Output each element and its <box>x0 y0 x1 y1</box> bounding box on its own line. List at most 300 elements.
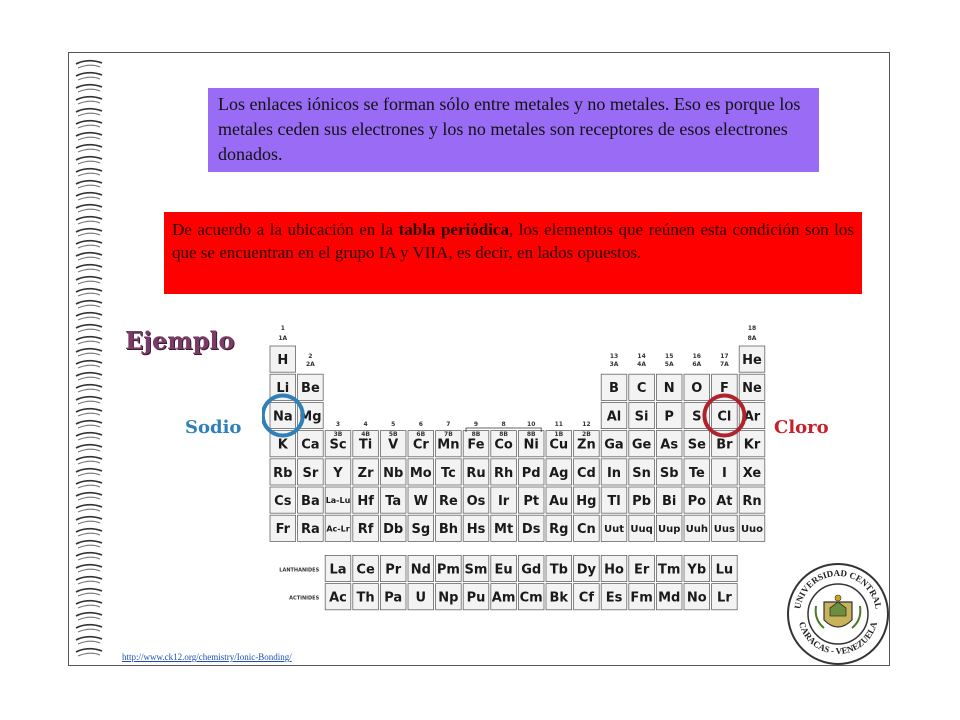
element-symbol: Ra <box>301 522 320 538</box>
element-symbol: In <box>606 465 622 481</box>
element-symbol: Hg <box>576 494 597 510</box>
element-tc <box>436 459 462 485</box>
element-si <box>629 402 655 428</box>
element-symbol: Sc <box>329 437 347 453</box>
element-symbol: Cs <box>274 494 292 510</box>
spiral-ring <box>76 73 102 80</box>
element-fm <box>629 584 655 610</box>
element-pm <box>436 555 462 581</box>
element-sr <box>298 459 324 485</box>
group-label-2a: 2A <box>305 361 315 368</box>
element-u <box>408 584 434 610</box>
element-ac-lr <box>325 515 351 541</box>
element-symbol: Rh <box>493 465 514 481</box>
element-symbol: Cd <box>576 465 596 481</box>
element-symbol: Ac <box>329 590 347 606</box>
group-number-5: 6 <box>418 421 423 428</box>
element-symbol: Ca <box>301 437 320 453</box>
element-xe <box>739 459 765 485</box>
spiral-ring <box>76 613 102 620</box>
element-symbol: Ni <box>523 437 539 453</box>
element-symbol: La <box>329 562 347 578</box>
element-ag <box>546 459 572 485</box>
element-symbol: Uus <box>713 524 736 536</box>
element-symbol: Sb <box>659 465 679 481</box>
element-ta <box>380 487 406 513</box>
periodic-location-box <box>164 212 862 294</box>
element-np <box>436 584 462 610</box>
group-number-14: 15 <box>665 353 674 360</box>
element-ac <box>325 584 351 610</box>
element-symbol: Nb <box>383 465 404 481</box>
element-os <box>463 487 489 513</box>
spiral-ring <box>76 301 102 308</box>
element-symbol: Pt <box>523 494 540 510</box>
element-au <box>546 487 572 513</box>
spiral-ring <box>76 601 102 608</box>
element-mt <box>491 515 517 541</box>
element-zr <box>353 459 379 485</box>
element-o <box>684 374 710 400</box>
element-symbol: Mt <box>494 522 514 538</box>
element-p <box>656 402 682 428</box>
element-symbol: Zn <box>577 437 596 453</box>
element-symbol: Pr <box>385 562 402 578</box>
element-nb <box>380 459 406 485</box>
element-symbol: Tb <box>549 562 568 578</box>
spiral-ring <box>76 505 102 512</box>
element-nd <box>408 555 434 581</box>
element-symbol: Ho <box>604 562 624 578</box>
element-symbol: Pb <box>632 494 652 510</box>
spiral-ring <box>76 421 102 428</box>
element-h <box>270 346 296 372</box>
element-al <box>601 402 627 428</box>
element-as <box>656 431 682 457</box>
element-lr <box>712 584 738 610</box>
group-number-15: 16 <box>692 353 701 360</box>
element-symbol: Uuq <box>630 524 653 536</box>
element-symbol: Th <box>356 590 375 606</box>
spiral-ring <box>76 121 102 128</box>
element-ba <box>298 487 324 513</box>
group-label-11: 2B <box>582 431 591 438</box>
element-symbol: W <box>413 494 428 510</box>
element-symbol: Bi <box>662 494 677 510</box>
element-symbol: Tl <box>607 494 621 510</box>
element-symbol: Mn <box>437 437 460 453</box>
spiral-ring <box>76 589 102 596</box>
element-be <box>298 374 324 400</box>
element-symbol: Cl <box>717 409 732 425</box>
element-symbol: Db <box>383 522 404 538</box>
element-symbol: Si <box>634 409 649 425</box>
element-symbol: Se <box>687 437 706 453</box>
element-la-lu <box>325 487 351 513</box>
element-th <box>353 584 379 610</box>
element-symbol: Rb <box>273 465 293 481</box>
element-ir <box>491 487 517 513</box>
spiral-ring <box>76 193 102 200</box>
element-symbol: Ds <box>521 522 541 538</box>
element-symbol: Al <box>606 409 622 425</box>
element-symbol: Ta <box>385 494 402 510</box>
element-symbol: Lu <box>715 562 734 578</box>
element-symbol: Ce <box>356 562 375 578</box>
ionic-bond-definition-box <box>208 88 819 172</box>
element-eu <box>491 555 517 581</box>
element-in <box>601 459 627 485</box>
element-symbol: Md <box>658 590 681 606</box>
spiral-ring <box>76 325 102 332</box>
ionic-bond-definition-text: Los enlaces iónicos se forman sólo entre metales y no metales. Eso es porque los metales ceden sus electrones y los no metales son receptores de esos electrones donados. <box>218 94 801 164</box>
spiral-ring <box>76 493 102 500</box>
spiral-ring <box>76 577 102 584</box>
element-b <box>601 374 627 400</box>
element-symbol: Ga <box>604 437 624 453</box>
element-symbol: Sm <box>464 562 488 578</box>
element-symbol: Ag <box>549 465 569 481</box>
periodic-table-emphasis: tabla periódica <box>398 220 509 239</box>
spiral-ring <box>76 229 102 236</box>
element-symbol: Y <box>333 465 343 481</box>
spiral-ring <box>76 205 102 212</box>
element-cf <box>574 584 600 610</box>
element-symbol: Tm <box>657 562 681 578</box>
element-sg <box>408 515 434 541</box>
element-sn <box>629 459 655 485</box>
element-symbol: Uut <box>603 524 625 536</box>
group-number-13: 14 <box>637 353 646 360</box>
lanthanides-label: LANTHANIDES <box>279 567 320 574</box>
element-symbol: V <box>388 437 399 453</box>
group-label-16: 7A <box>719 361 729 368</box>
group-number-3: 4 <box>363 421 368 428</box>
spiral-ring <box>76 61 102 68</box>
element-symbol: Xe <box>742 465 762 481</box>
element-uup <box>656 515 682 541</box>
element-symbol: N <box>663 381 675 397</box>
element-tm <box>656 555 682 581</box>
spiral-ring <box>76 169 102 176</box>
element-symbol: Er <box>633 562 650 578</box>
group-number-2: 3 <box>335 421 341 428</box>
spiral-ring <box>76 373 102 380</box>
element-bi <box>656 487 682 513</box>
element-n <box>656 374 682 400</box>
element-po <box>684 487 710 513</box>
element-symbol: Ru <box>466 465 486 481</box>
element-symbol: Li <box>276 381 290 397</box>
example-heading: Ejemplo <box>125 326 235 355</box>
group-label-4: 5B <box>388 431 398 438</box>
spiral-ring <box>76 565 102 572</box>
element-no <box>684 584 710 610</box>
element-symbol: P <box>664 409 674 425</box>
group-number-12: 13 <box>609 353 619 360</box>
element-symbol: Rf <box>357 522 374 538</box>
spiral-ring <box>76 361 102 368</box>
element-symbol: Bk <box>549 590 569 606</box>
element-symbol: Ne <box>742 381 762 397</box>
element-symbol: Co <box>494 437 513 453</box>
periodic-location-text-start: De acuerdo a la ubicación en la <box>172 220 399 239</box>
element-ga <box>601 431 627 457</box>
element-na <box>270 402 296 428</box>
group-label-1a: 1A <box>278 335 288 342</box>
element-symbol: Lr <box>717 590 732 606</box>
element-dy <box>574 555 600 581</box>
spiral-ring <box>76 289 102 296</box>
seal-bottom-text: CARACAS - VENEZUELA <box>796 620 880 657</box>
element-symbol: Cr <box>412 437 429 453</box>
element-symbol: Gd <box>521 562 542 578</box>
element-symbol: Am <box>491 590 516 606</box>
element-symbol: Fe <box>467 437 485 453</box>
element-symbol: Cf <box>578 590 595 606</box>
element-ce <box>353 555 379 581</box>
element-md <box>656 584 682 610</box>
element-symbol: Rn <box>742 494 762 510</box>
element-es <box>601 584 627 610</box>
spiral-ring <box>76 133 102 140</box>
element-symbol: Sn <box>632 465 651 481</box>
element-er <box>629 555 655 581</box>
spiral-ring <box>76 157 102 164</box>
element-symbol: C <box>636 381 647 397</box>
source-link[interactable]: http://www.ck12.org/chemistry/Ionic-Bonding/ <box>122 652 292 662</box>
group-number-9: 10 <box>527 421 536 428</box>
element-symbol: S <box>692 409 702 425</box>
element-symbol: Uup <box>657 524 681 536</box>
element-symbol: Zr <box>357 465 374 481</box>
element-symbol: Mg <box>299 409 322 425</box>
group-number-16: 17 <box>720 353 729 360</box>
group-label-8: 8B <box>499 431 508 438</box>
element-symbol: Bh <box>438 522 458 538</box>
element-ne <box>739 374 765 400</box>
element-pa <box>380 584 406 610</box>
element-uuh <box>684 515 710 541</box>
spiral-ring <box>76 469 102 476</box>
element-symbol: Au <box>549 494 569 510</box>
element-fr <box>270 515 296 541</box>
element-symbol: Cn <box>577 522 596 538</box>
element-symbol: Pd <box>521 465 541 481</box>
spiral-ring <box>76 433 102 440</box>
element-symbol: B <box>609 381 619 397</box>
spiral-ring <box>76 517 102 524</box>
element-tb <box>546 555 572 581</box>
element-cd <box>574 459 600 485</box>
group-label-2: 3B <box>333 431 343 438</box>
element-at <box>712 487 738 513</box>
spiral-ring <box>76 649 102 656</box>
spiral-ring <box>76 217 102 224</box>
element-ca <box>298 431 324 457</box>
seal-top-text: UNIVERSIDAD CENTRAL <box>792 567 884 610</box>
element-pr <box>380 555 406 581</box>
spiral-ring <box>76 385 102 392</box>
spiral-ring <box>76 241 102 248</box>
group-label-8a: 8A <box>747 335 757 342</box>
element-symbol: Ac-Lr <box>326 524 350 534</box>
element-ru <box>463 459 489 485</box>
group-number-8: 8 <box>501 421 506 428</box>
element-symbol: Es <box>605 590 623 606</box>
element-symbol: Te <box>688 465 705 481</box>
spiral-ring <box>76 445 102 452</box>
element-gd <box>518 555 544 581</box>
element-symbol: Os <box>466 494 486 510</box>
element-symbol: Np <box>438 590 459 606</box>
element-te <box>684 459 710 485</box>
element-symbol: Ba <box>301 494 320 510</box>
group-label-9: 8B <box>526 431 536 438</box>
element-symbol: Br <box>716 437 733 453</box>
group-label-15: 6A <box>692 361 702 368</box>
element-symbol: He <box>742 353 762 369</box>
element-symbol: Uuo <box>740 524 764 536</box>
element-symbol: La-Lu <box>325 496 351 506</box>
element-symbol: Pu <box>466 590 486 606</box>
element-hf <box>353 487 379 513</box>
element-symbol: Sr <box>302 465 319 481</box>
element-bh <box>436 515 462 541</box>
element-re <box>436 487 462 513</box>
element-symbol: At <box>716 494 733 510</box>
group-number-11: 12 <box>582 421 591 428</box>
element-kr <box>739 431 765 457</box>
element-ho <box>601 555 627 581</box>
element-rg <box>546 515 572 541</box>
element-symbol: Pm <box>436 562 460 578</box>
group-label-10: 1B <box>554 431 564 438</box>
element-symbol: Kr <box>743 437 761 453</box>
element-symbol: Fr <box>275 522 291 538</box>
element-pt <box>518 487 544 513</box>
element-symbol: O <box>691 381 703 397</box>
element-symbol: U <box>415 590 427 606</box>
element-symbol: Tc <box>440 465 456 481</box>
element-uuq <box>629 515 655 541</box>
element-symbol: Mo <box>409 465 432 481</box>
group-number-7: 9 <box>473 421 479 428</box>
university-seal <box>786 562 890 666</box>
spiral-ring <box>76 457 102 464</box>
element-bk <box>546 584 572 610</box>
element-symbol: Re <box>438 494 458 510</box>
element-uus <box>712 515 738 541</box>
element-symbol: Eu <box>494 562 513 578</box>
element-symbol: Ir <box>497 494 510 510</box>
element-db <box>380 515 406 541</box>
element-symbol: Fm <box>630 590 653 606</box>
element-symbol: Hf <box>357 494 374 510</box>
group-label-5: 6B <box>416 431 426 438</box>
spiral-ring <box>76 637 102 644</box>
element-symbol: Cu <box>549 437 569 453</box>
element-i <box>712 459 738 485</box>
element-ge <box>629 431 655 457</box>
spiral-ring <box>76 277 102 284</box>
group-label-13: 4A <box>637 361 647 368</box>
element-ds <box>518 515 544 541</box>
element-rn <box>739 487 765 513</box>
element-yb <box>684 555 710 581</box>
element-symbol: Be <box>301 381 320 397</box>
element-cl <box>712 402 738 428</box>
spiral-ring <box>76 337 102 344</box>
element-symbol: Ge <box>631 437 652 453</box>
element-symbol: H <box>277 353 289 369</box>
element-symbol: Na <box>272 409 293 425</box>
group-number-6: 7 <box>446 421 451 428</box>
group-number-10: 11 <box>554 421 563 428</box>
element-symbol: Dy <box>576 562 597 578</box>
element-sm <box>463 555 489 581</box>
element-rb <box>270 459 296 485</box>
element-tl <box>601 487 627 513</box>
element-hg <box>574 487 600 513</box>
notebook-spiral <box>72 56 106 662</box>
periodic-table <box>262 320 772 656</box>
group-label-12: 3A <box>609 361 619 368</box>
element-symbol: Sg <box>411 522 431 538</box>
element-symbol: Rg <box>549 522 569 538</box>
chlorine-label: Cloro <box>774 417 829 438</box>
element-symbol: Uuh <box>685 524 708 536</box>
element-c <box>629 374 655 400</box>
element-mo <box>408 459 434 485</box>
element-pu <box>463 584 489 610</box>
group-label-7: 8B <box>471 431 481 438</box>
element-am <box>491 584 517 610</box>
periodic-location-text-end: , los elementos que reúnen esta condición son los que se encuentran en el grupo IA y VIIA, es decir, en lados opuestos. <box>172 220 854 262</box>
spiral-ring <box>76 253 102 260</box>
spiral-ring <box>76 397 102 404</box>
element-symbol: Cm <box>519 590 543 606</box>
group-label-6: 7B <box>444 431 453 438</box>
group-number-1: 1 <box>280 325 285 332</box>
element-la <box>325 555 351 581</box>
element-w <box>408 487 434 513</box>
spiral-ring <box>76 181 102 188</box>
element-symbol: F <box>719 381 729 397</box>
element-hs <box>463 515 489 541</box>
element-pb <box>629 487 655 513</box>
sodium-label: Sodio <box>185 417 242 438</box>
element-symbol: Ti <box>358 437 373 453</box>
group-number-2: 2 <box>308 353 313 360</box>
element-cn <box>574 515 600 541</box>
spiral-ring <box>76 85 102 92</box>
element-rh <box>491 459 517 485</box>
spiral-ring <box>76 409 102 416</box>
element-symbol: I <box>721 465 727 481</box>
element-sb <box>656 459 682 485</box>
element-symbol: Ar <box>743 409 761 425</box>
element-rf <box>353 515 379 541</box>
spiral-ring <box>76 97 102 104</box>
element-symbol: Pa <box>384 590 403 606</box>
spiral-ring <box>76 109 102 116</box>
element-pd <box>518 459 544 485</box>
element-symbol: K <box>277 437 288 453</box>
element-symbol: No <box>686 590 707 606</box>
element-y <box>325 459 351 485</box>
element-cm <box>518 584 544 610</box>
